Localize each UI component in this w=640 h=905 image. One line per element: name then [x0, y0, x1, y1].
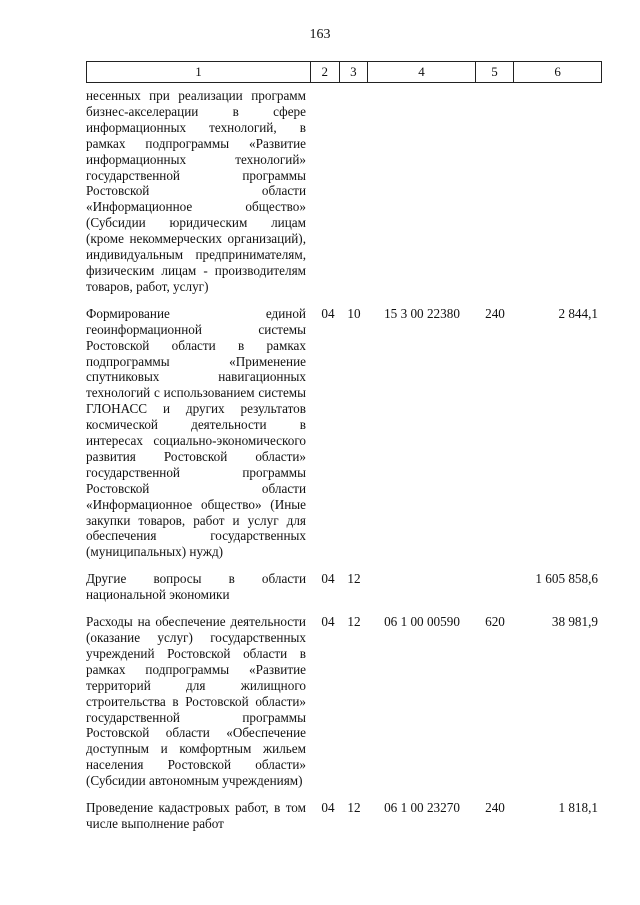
row-section: 04 [321, 614, 335, 630]
row-amount: 1 605 858,6 [535, 571, 598, 587]
row-expense-type [476, 88, 514, 295]
row-expense-type: 240 [485, 305, 505, 321]
row-subsection: 12 [347, 571, 361, 587]
row-target-article [368, 571, 476, 603]
row-section: 04 [321, 800, 335, 816]
row-description: Проведение кадастровых работ, в том числе выполнение работ [86, 800, 306, 831]
row-expense-type: 240 [485, 800, 505, 816]
row-subsection: 10 [347, 305, 361, 321]
header-col-6: 6 [513, 62, 601, 82]
row-section: 04 [321, 571, 335, 587]
header-col-3: 3 [339, 62, 368, 82]
row-description: Формирование единой геоинформационной системы Ростовской области в рамках подпрограммы «Применение спутниковых навигационных технологий с использованием системы ГЛОНАСС и других результатов космической деятельности в интересах социально-экономического развития Ростовской области» государственной программы Ростовской области «Информационное общество» (Иные закупки товаров, работ и услуг для обеспечения государственных (муниципальных) нужд) [86, 305, 306, 560]
row-target-article: 06 1 00 00590 [384, 614, 460, 630]
row-expense-type: 620 [485, 614, 505, 630]
header-col-5: 5 [475, 62, 513, 82]
row-subsection: 12 [347, 800, 361, 816]
header-col-2: 2 [310, 62, 339, 82]
row-amount [514, 88, 602, 295]
row-section: 04 [321, 305, 335, 321]
row-section [312, 88, 340, 295]
table-row [86, 800, 602, 832]
table-row [86, 88, 602, 295]
table-header [86, 61, 602, 83]
table-row [86, 306, 602, 561]
row-expense-type [476, 571, 514, 603]
row-subsection: 12 [347, 614, 361, 630]
row-subsection [340, 88, 368, 295]
row-target-article: 15 3 00 22380 [384, 305, 460, 321]
budget-table-body [86, 88, 602, 843]
row-amount: 2 844,1 [558, 305, 598, 321]
row-target-article [368, 88, 476, 295]
table-row [86, 614, 602, 789]
row-amount: 1 818,1 [558, 800, 598, 816]
row-target-article: 06 1 00 23270 [384, 800, 460, 816]
page-number: 163 [309, 27, 331, 42]
row-amount: 38 981,9 [551, 614, 598, 630]
table-row [86, 571, 602, 603]
row-description: Другие вопросы в области национальной экономики [86, 571, 306, 603]
row-description: несенных при реализации программ бизнес-акселерации в сфере информационных технологий, в рамках подпрограммы «Развитие информационных технологий» государственной программы Ростовской области «Информационное общество» (Субсидии юридическим лицам (кроме некоммерческих организаций), индивидуальным предпринимателям, физическим лицам - производителям товаров, работ, услуг) [86, 88, 306, 294]
row-description: Расходы на обеспечение деятельности (оказание услуг) государственных учреждений Ростовской области в рамках подпрограммы «Развитие территорий для жилищного строительства в Ростовской области» государственной программы Ростовской области «Обеспечение доступным и комфортным жильем населения Ростовской области» (Субсидии автономным учреждениям) [86, 614, 306, 789]
header-col-1: 1 [195, 64, 202, 79]
header-col-4: 4 [367, 62, 475, 82]
